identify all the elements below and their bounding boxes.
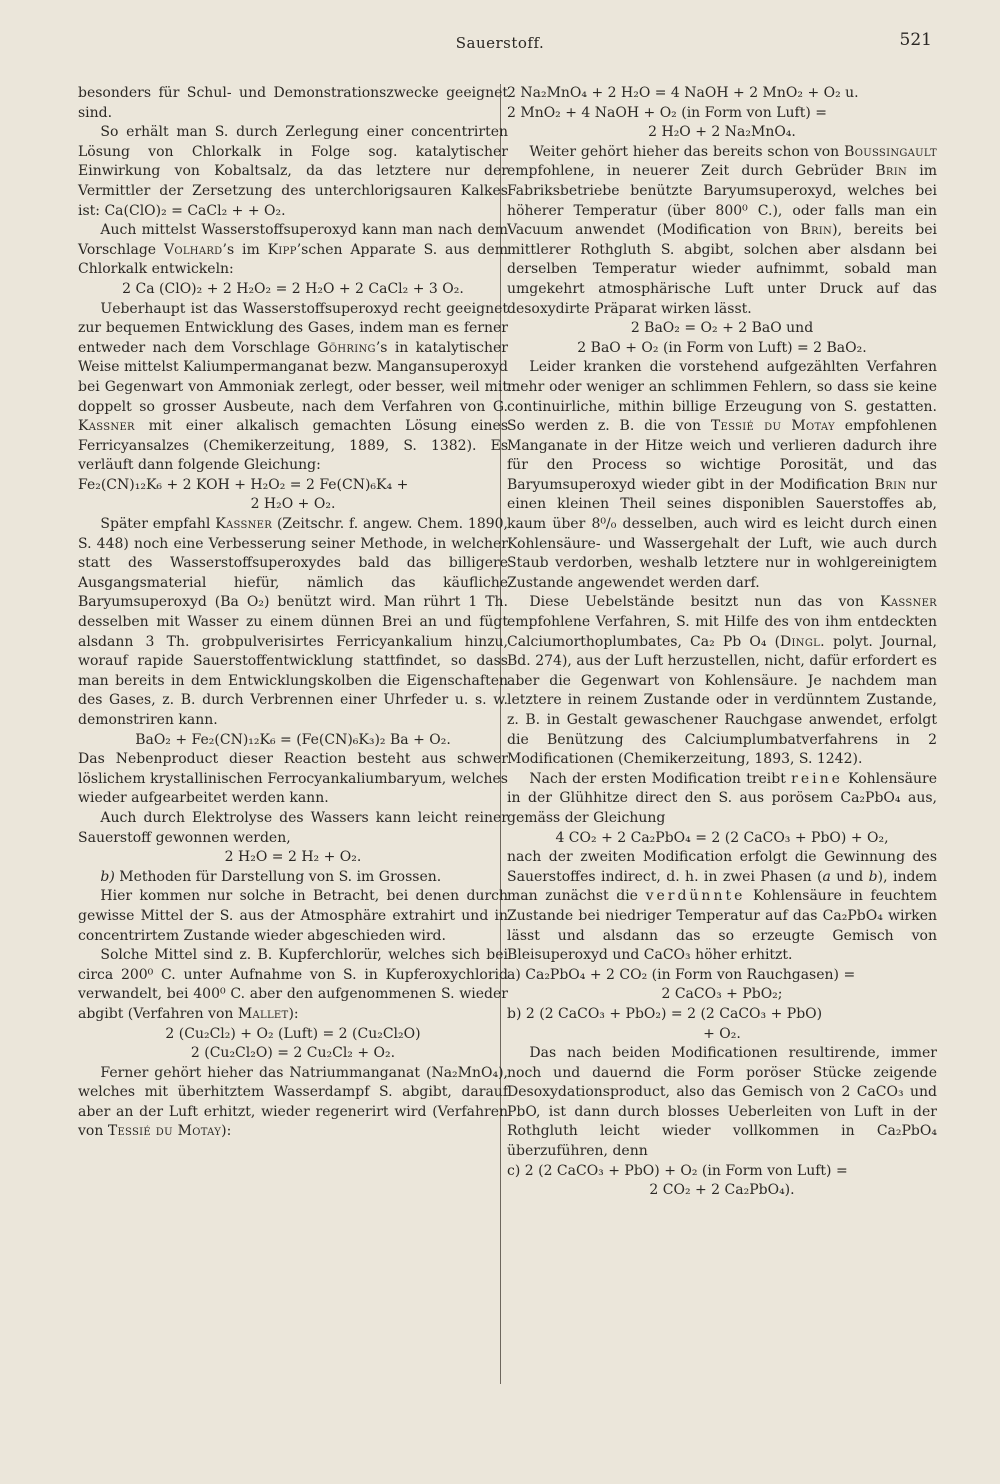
text-run: ): xyxy=(288,1005,299,1022)
text-run: empfohlene Verfahren, S. mit Hilfe des von ihm entdeckten Calciumorthoplumbates, Ca₂ Pb O₄ ( xyxy=(507,614,937,650)
author-name: Brin xyxy=(874,476,907,493)
paragraph xyxy=(507,358,937,593)
text-run: empfohlenen Manganate in der Hitze weich und verlieren dadurch ihre für den Process so wichtige Porosität, und das Baryumsuperoxyd wieder gibt in der Modification xyxy=(507,418,937,493)
author-name: Kassner xyxy=(880,594,937,611)
text-run: ), bereits bei mittlerer Rothgluth S. abgibt, solchen aber alsdann bei derselben Temperatur wieder aufnimmt, sobald man umgekehrt atmosphärische Luft unter Druck auf das desoxydirte Präparat wirken lässt. xyxy=(507,222,937,317)
text-run: ), indem man zunächst die xyxy=(507,868,937,905)
text-run: mit einer alkalisch gemachten Lösung eines Ferricyansalzes (Chemikerzeitung, 1889, S. 1382). Es verläuft dann folgende Gleichung: xyxy=(78,418,508,474)
text-run: empfohlene, in neuerer Zeit durch Gebrüder xyxy=(507,163,876,180)
paragraph xyxy=(78,221,508,280)
paragraph: Das nach beiden Modificationen resultirende, immer noch und dauernd die Form poröser Stücke zeigende Desoxydationsproduct, also das Gemisch von 2 CaCO₃ und PbO, ist dann durch blosses Ueberleiten von Luft in der Rothgluth leicht wieder vollkommen in Ca₂PbO₄ überzuführen, denn xyxy=(507,1045,937,1160)
text-run: nach der zweiten Modification erfolgt die Gewinnung des Sauerstoffes indirect, d. h. in zwei Phasen ( xyxy=(507,849,937,885)
text-run: Ferner gehört hieher das Natriummanganat (Na₂MnO₄), welches mit überhitztem Wasserdampf S. abgibt, darauf aber an der Luft erhitzt, wieder regenerirt wird (Verfahren von xyxy=(78,1064,508,1140)
paragraph: Das Nebenproduct dieser Reaction besteht aus schwer löslichem krystallinischen Ferrocyankaliumbaryum, welches wieder aufgearbeitet werden kann. xyxy=(78,751,508,807)
equation: 4 CO₂ + 2 Ca₂PbO₄ = 2 (2 CaCO₃ + PbO) + O₂, xyxy=(555,829,889,846)
author-name: Brin xyxy=(800,222,833,239)
author-name: Volhard xyxy=(163,241,223,258)
equation: c) 2 (2 CaCO₃ + PbO) + O₂ (in Form von Luft) = xyxy=(507,1162,848,1179)
equation: 2 MnO₂ + 4 NaOH + O₂ (in Form von Luft) = xyxy=(507,104,828,121)
paragraph: Hier kommen nur solche in Betracht, bei denen durch gewisse Mittel der S. aus der Atmosphäre extrahirt und in concentrirtem Zustande wieder abgeschieden wird. xyxy=(78,888,508,944)
text-run: Auch mittelst Wasserstoffsuperoxyd kann man nach dem Vorschlage xyxy=(78,222,508,258)
section-label: b) xyxy=(100,868,115,885)
emphasis: verdünnte xyxy=(645,888,746,905)
text-run: ’schen Apparate S. aus dem Chlorkalk entwickeln: xyxy=(78,241,508,278)
equation: 2 Na₂MnO₄ + 2 H₂O = 4 NaOH + 2 MnO₂ + O₂ u. xyxy=(507,85,859,101)
equation: 2 CO₂ + 2 Ca₂PbO₄). xyxy=(649,1182,795,1199)
equation: a) Ca₂PbO₄ + 2 CO₂ (in Form von Rauchgasen) = xyxy=(507,966,856,983)
paragraph xyxy=(78,515,508,731)
text-run: ’s im xyxy=(222,241,268,258)
equation: + O₂. xyxy=(703,1025,741,1042)
text-run: im Fabriksbetriebe benützte Baryumsuperoxyd, welches bei höherer Temperatur (über 800⁰ C.), oder falls man ein Vacuum anwendet (Modification von xyxy=(507,163,938,239)
author-name: Brin xyxy=(875,163,908,180)
equation: 2 (Cu₂Cl₂O) = 2 Cu₂Cl₂ + O₂. xyxy=(190,1045,396,1062)
running-title: Sauerstoff. xyxy=(455,34,545,52)
equation: 2 BaO + O₂ (in Form von Luft) = 2 BaO₂. xyxy=(577,339,867,356)
paragraph xyxy=(78,300,508,476)
text-run: (Zeitschr. f. angew. Chem. 1890, S. 448) noch eine Verbesserung seiner Methode, in welcher statt des Wasserstoffsuperoxydes bald das billigere Ausgangsmaterial hiefür, nämlich das käufliche Baryumsuperoxyd (Ba O₂) benützt wird. Man rührt 1 Th. desselben mit Wasser zu einem dünnen Brei an und fügt alsdann 3 Th. grobpulverisirtes Ferricyankalium hinzu, worauf rapide Sauerstoffentwicklung stattfindet, so dass man bereits in dem Entwicklungskolben die Eigenschaften des Gases, z. B. durch Verbrennen einer Uhrfeder u. s. w. demonstriren kann. xyxy=(78,516,508,728)
journal-name: Dingl. xyxy=(780,633,825,650)
equation: BaO₂ + Fe₂(CN)₁₂K₆ = (Fe(CN)₆K₃)₂ Ba + O₂. xyxy=(135,731,451,748)
right-column xyxy=(507,84,937,1201)
equation: 2 H₂O + O₂. xyxy=(250,496,336,513)
author-name: Kassner xyxy=(215,516,273,533)
equation: 2 H₂O = 2 H₂ + O₂. xyxy=(224,849,362,866)
page-number: 521 xyxy=(899,30,932,50)
text-run: Kohlensäure in feuchtem Zustande bei niedriger Temperatur auf das Ca₂PbO₄ wirken lässt und alsdann das so erzeugte Gemisch von Bleisuperoxyd und CaCO₃ höher erhitzt. xyxy=(507,888,937,964)
paragraph: besonders für Schul- und Demonstrationszwecke geeignet sind. xyxy=(78,85,508,121)
text-run: Ueberhaupt ist das Wasserstoffsuperoxyd recht geeignet zur bequemen Entwicklung des Gases, indem man es ferner entweder nach dem Vorschlage xyxy=(78,300,508,356)
paragraph xyxy=(78,1064,508,1142)
paragraph: So erhält man S. durch Zerlegung einer concentrirten Lösung von Chlorkalk in Folge sog. katalytischer Einwirkung von Kobaltsalz, da das letztere nur der Vermittler der Zersetzung des unterchlorigsauren Kalkes ist: Ca(ClO)₂ = CaCl₂ + + O₂. xyxy=(78,124,508,219)
paragraph: Auch durch Elektrolyse des Wassers kann leicht reiner Sauerstoff gewonnen werden, xyxy=(78,809,508,846)
text-run: Kohlensäure in der Glühhitze direct den S. aus porösem Ca₂PbO₄ aus, gemäss der Gleichung xyxy=(507,770,937,826)
equation: 2 CaCO₃ + PbO₂; xyxy=(661,986,783,1003)
author-name: Mallet xyxy=(237,1005,289,1022)
paragraph xyxy=(507,770,937,829)
text-run: polyt. Journal, Bd. 274), aus der Luft herzustellen, nicht, dafür erfordert es aber die Gegenwart von Kohlensäure. Je nachdem man letztere in reinem Zustande oder in verdünntem Zustande, z. B. in Gestalt gewaschener Rauchgase anwendet, erfolgt die Benützung des Calciumplumbatverfahrens in 2 Modificationen (Chemikerzeitung, 1893, S. 1242). xyxy=(507,633,937,768)
author-name: Göhring xyxy=(317,339,376,356)
equation: Fe₂(CN)₁₂K₆ + 2 KOH + H₂O₂ = 2 Fe(CN)₆K₄ + xyxy=(78,476,409,493)
author-name: Tessié du Motay xyxy=(107,1123,222,1140)
text-run: Diese Uebelstände besitzt nun das von xyxy=(529,594,881,611)
paragraph xyxy=(507,593,937,769)
text-run: Methoden für Darstellung von S. im Grossen. xyxy=(114,868,442,885)
paragraph xyxy=(507,143,937,319)
equation: 2 BaO₂ = O₂ + 2 BaO und xyxy=(630,320,814,337)
author-name: Boussingault xyxy=(844,143,937,160)
running-head xyxy=(0,30,1000,58)
equation: b) 2 (2 CaCO₃ + PbO₂) = 2 (2 CaCO₃ + PbO) xyxy=(507,1005,823,1022)
paragraph xyxy=(78,946,508,1024)
author-name: Kipp xyxy=(267,241,297,258)
text-run: ): xyxy=(221,1123,232,1140)
equation: 2 Ca (ClO)₂ + 2 H₂O₂ = 2 H₂O + 2 CaCl₂ + 3 O₂. xyxy=(122,280,464,297)
text-run: und xyxy=(830,868,869,885)
text-run: Solche Mittel sind z. B. Kupferchlorür, welches sich bei circa 200⁰ C. unter Aufnahme von S. in Kupferoxychlorid verwandelt, bei 400⁰ C. aber den aufgenommenen S. wieder abgibt (Verfahren von xyxy=(78,947,508,1022)
author-name: Tessié du Motay xyxy=(710,418,835,435)
equation: 2 (Cu₂Cl₂) + O₂ (Luft) = 2 (Cu₂Cl₂O) xyxy=(165,1025,421,1042)
equation: 2 H₂O + 2 Na₂MnO₄. xyxy=(648,124,796,141)
phase-label: b xyxy=(868,868,878,885)
author-name: Kassner xyxy=(78,418,135,435)
text-run: Nach der ersten Modification treibt xyxy=(529,770,792,787)
text-run: nur einen kleinen Theil seines disponiblen Sauerstoffes ab, kaum über 8⁰/₀ desselben, auch wird es leicht durch einen Kohlensäure- und Wassergehalt der Luft, wie auch durch Staub verdorben, weshalb letztere nur in wohlgereinigtem Zustande angewendet werden darf. xyxy=(507,476,937,591)
left-column xyxy=(78,84,508,1142)
paragraph xyxy=(507,848,937,966)
phase-label: a xyxy=(822,868,831,885)
text-run: ’s in katalytischer Weise mittelst Kaliumpermanganat bezw. Mangansuperoxyd bei Gegenwart von Ammoniak zerlegt, oder besser, weil mit doppelt so grosser Ausbeute, nach dem Verfahren von G. xyxy=(78,339,508,415)
text-run: Später empfahl xyxy=(100,516,216,533)
section-heading xyxy=(78,868,508,888)
text-run: Weiter gehört hieher das bereits schon von xyxy=(529,143,845,160)
text-run: Leider kranken die vorstehend aufgezählten Verfahren mehr oder weniger an schlimmen Fehlern, so dass sie keine continuirliche, mithin billige Erzeugung von S. gestatten. So werden z. B. die von xyxy=(507,359,937,435)
emphasis: reine xyxy=(791,770,843,787)
